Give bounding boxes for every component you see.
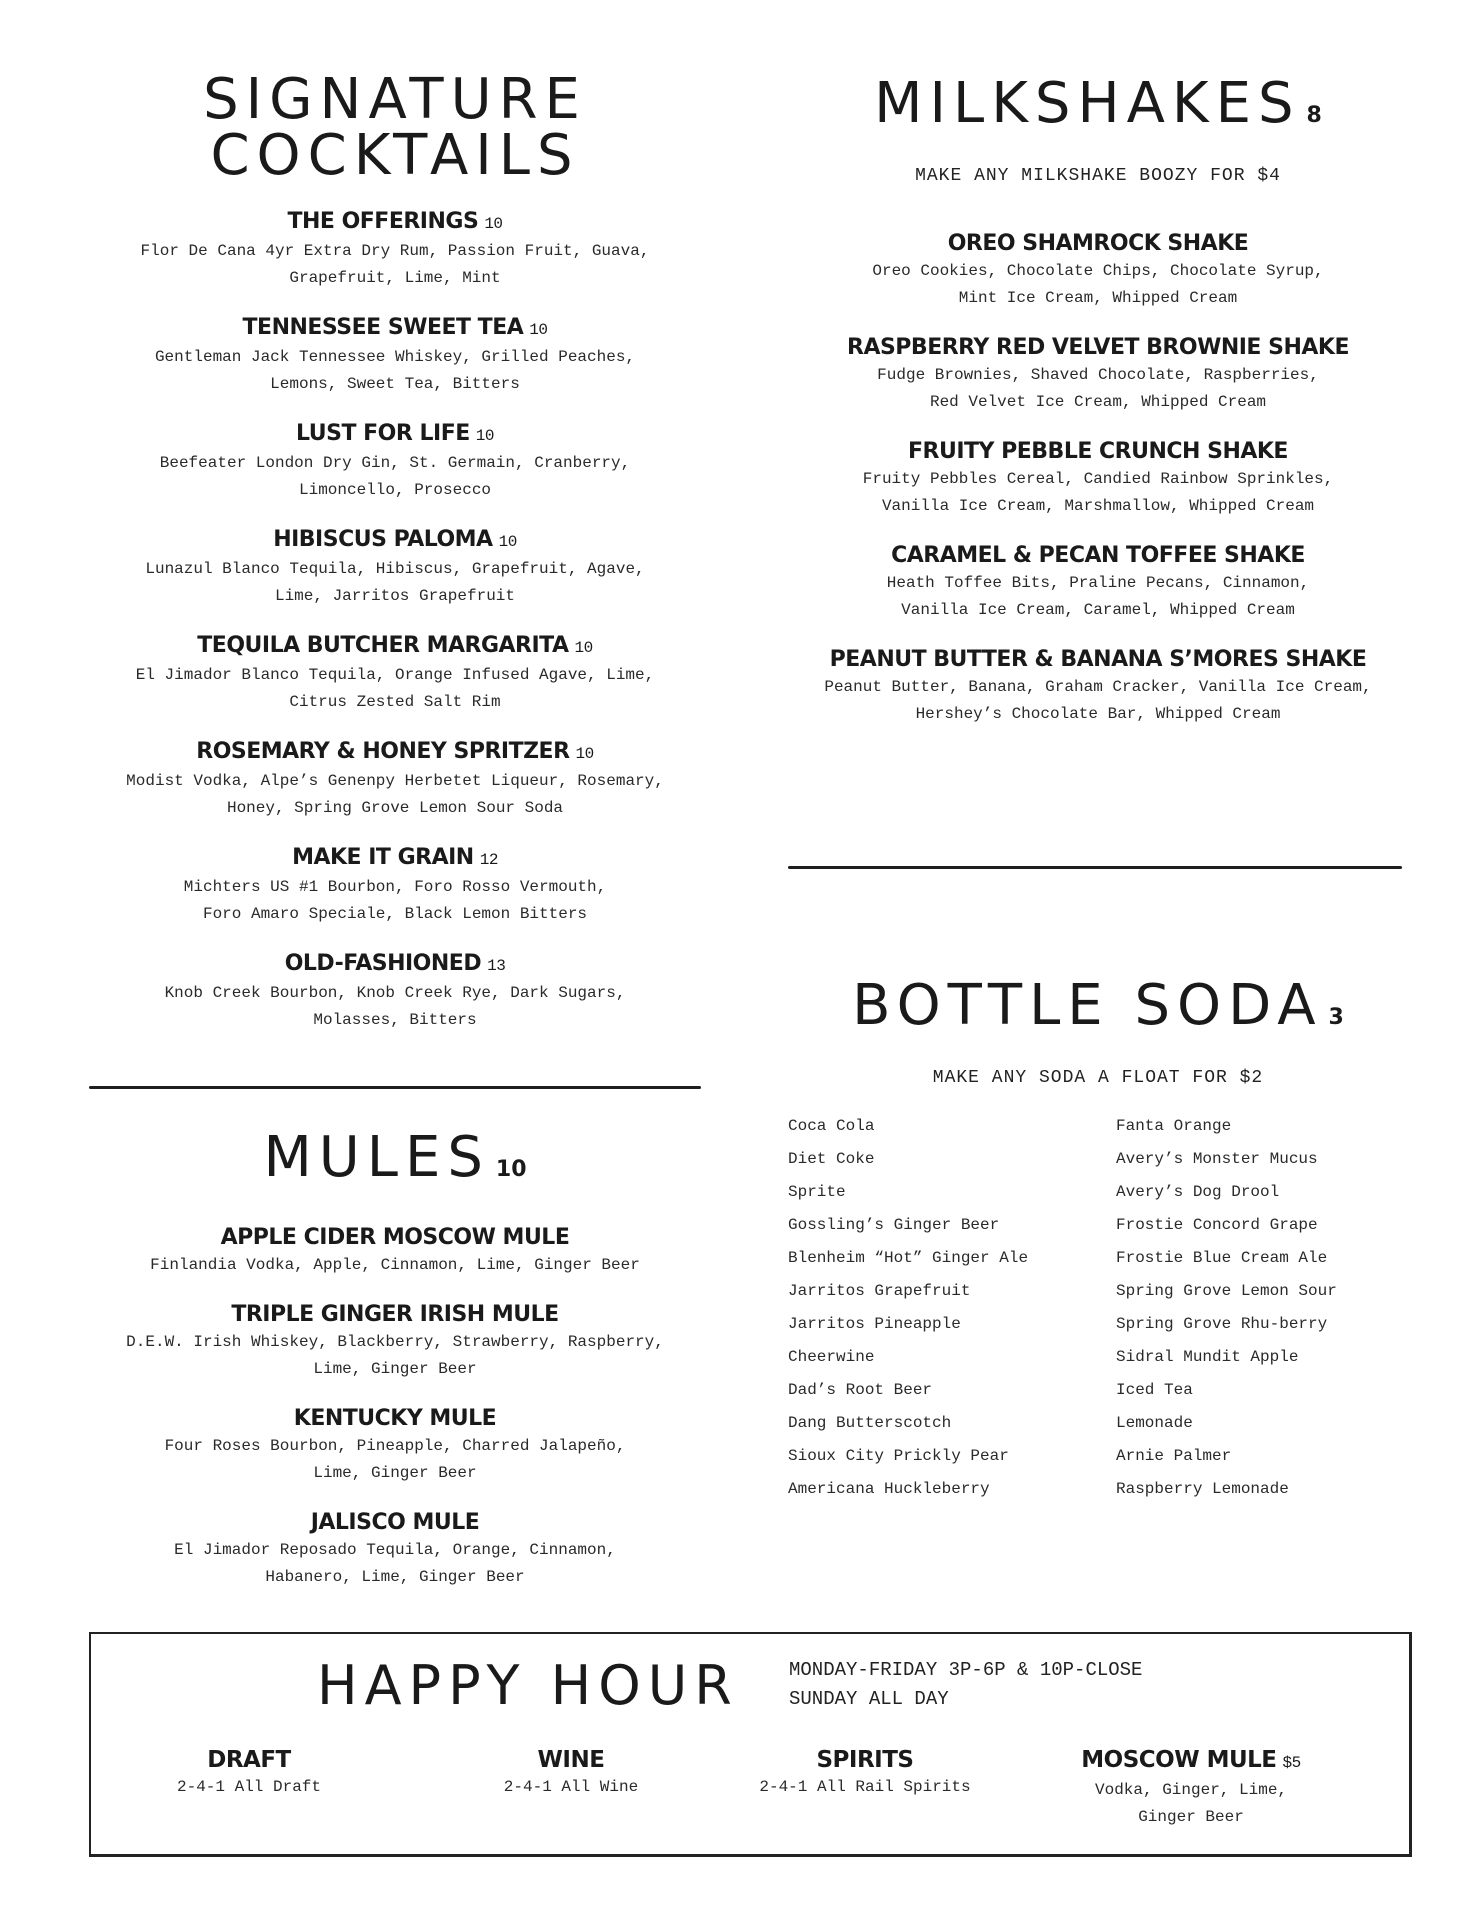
happy-hour-category-title: MOSCOW MULE <box>1081 1747 1277 1773</box>
menu-item <box>89 1224 701 1279</box>
soda-item: Cheerwine <box>788 1348 875 1366</box>
menu-item-title: MAKE IT GRAIN <box>292 845 474 870</box>
menu-item-title: LUST FOR LIFE <box>296 421 470 446</box>
happy-hour-category-name <box>715 1746 1015 1774</box>
mules-price: 10 <box>495 1157 527 1182</box>
soda-item: Spring Grove Rhu-berry <box>1116 1315 1328 1333</box>
soda-item: Dad’s Root Beer <box>788 1381 933 1399</box>
soda-item: Blenheim “Hot” Ginger Ale <box>788 1249 1029 1267</box>
happy-hour-hours <box>789 1656 1142 1714</box>
menu-item-price: 10 <box>475 427 494 445</box>
happy-hour-category-name <box>139 1746 359 1774</box>
mule-list <box>89 1224 701 1591</box>
happy-hour-category <box>139 1746 359 1801</box>
menu-item-title: THE OFFERINGS <box>287 209 479 234</box>
happy-hour-category-title: DRAFT <box>207 1747 291 1773</box>
menu-item-price: 10 <box>498 533 517 551</box>
menu-item-title: OLD-FASHIONED <box>284 951 482 976</box>
menu-item-name <box>89 314 701 344</box>
milkshakes-note: MAKE ANY MILKSHAKE BOOZY FOR $4 <box>915 166 1281 186</box>
menu-item-title: APPLE CIDER MOSCOW MULE <box>220 1225 570 1250</box>
happy-hour-category <box>441 1746 701 1801</box>
mules-section <box>89 1125 701 1613</box>
soda-item: Dang Butterscotch <box>788 1414 952 1432</box>
menu-item-name <box>89 1301 701 1329</box>
menu-item-description: Four Roses Bourbon, Pineapple, Charred Jalapeño, Lime, Ginger Beer <box>164 1437 626 1482</box>
menu-item <box>89 1509 701 1591</box>
menu-item-title: TEQUILA BUTCHER MARGARITA <box>197 633 569 658</box>
divider-cocktails-mules <box>89 1086 701 1089</box>
menu-item-description: Finlandia Vodka, Apple, Cinnamon, Lime, Ginger Beer <box>150 1256 640 1274</box>
soda-item: Fanta Orange <box>1116 1117 1232 1135</box>
happy-hour-category-price: $5 <box>1282 1754 1301 1772</box>
soda-title-text: BOTTLE SODA <box>852 973 1323 1038</box>
menu-item <box>89 950 701 1034</box>
menu-item-description: Michters US #1 Bourbon, Foro Rosso Vermouth, Foro Amaro Speciale, Black Lemon Bitters <box>183 878 607 923</box>
menu-item-description: Knob Creek Bourbon, Knob Creek Rye, Dark Sugars, Molasses, Bitters <box>164 984 626 1029</box>
menu-item-name <box>788 334 1408 362</box>
soda-item: Jarritos Pineapple <box>788 1315 961 1333</box>
soda-item: Raspberry Lemonade <box>1116 1480 1289 1498</box>
menu-item-description: Fudge Brownies, Shaved Chocolate, Raspberries, Red Velvet Ice Cream, Whipped Cream <box>877 366 1319 411</box>
soda-item: Spring Grove Lemon Sour <box>1116 1282 1337 1300</box>
soda-title <box>788 973 1408 1046</box>
divider-milkshakes-soda <box>788 866 1402 869</box>
menu-item <box>788 438 1408 520</box>
menu-item-name <box>788 542 1408 570</box>
menu-item-price: 10 <box>574 639 593 657</box>
happy-hour-box <box>89 1632 1412 1857</box>
menu-item-title: HIBISCUS PALOMA <box>273 527 493 552</box>
menu-item <box>89 420 701 504</box>
happy-hour-category-name <box>1031 1746 1351 1777</box>
soda-item: Jarritos Grapefruit <box>788 1282 971 1300</box>
menu-item <box>89 844 701 928</box>
menu-item <box>89 738 701 822</box>
menu-item-name <box>89 526 701 556</box>
menu-item <box>89 1405 701 1487</box>
shake-list <box>788 230 1408 728</box>
soda-item: Coca Cola <box>788 1117 875 1135</box>
menu-item-price: 10 <box>484 215 503 233</box>
happy-hour-category-name <box>441 1746 701 1774</box>
menu-item-title: PEANUT BUTTER & BANANA S’MORES SHAKE <box>829 647 1367 672</box>
cocktails-title-line1: SIGNATURE <box>203 67 587 132</box>
menu-item-title: KENTUCKY MULE <box>293 1406 497 1431</box>
menu-item-title: JALISCO MULE <box>310 1510 480 1535</box>
menu-item-title: FRUITY PEBBLE CRUNCH SHAKE <box>908 439 1288 464</box>
soda-list-right <box>1116 1110 1406 1506</box>
milkshakes-section <box>788 71 1408 750</box>
menu-item-name <box>89 420 701 450</box>
menu-item <box>89 526 701 610</box>
cocktail-list <box>89 208 701 1034</box>
milkshakes-title <box>788 71 1408 144</box>
menu-item-description: Fruity Pebbles Cereal, Candied Rainbow Sprinkles, Vanilla Ice Cream, Marshmallow, Whipped Cream <box>862 470 1334 515</box>
menu-item-description: D.E.W. Irish Whiskey, Blackberry, Strawberry, Raspberry, Lime, Ginger Beer <box>126 1333 664 1378</box>
menu-item-description: Modist Vodka, Alpe’s Genenpy Herbetet Liqueur, Rosemary, Honey, Spring Grove Lemon Sour Soda <box>126 772 664 817</box>
soda-item: Diet Coke <box>788 1150 875 1168</box>
cocktails-title-line2: COCKTAILS <box>210 123 580 188</box>
menu-item <box>89 1301 701 1383</box>
menu-item-name <box>89 208 701 238</box>
menu-item <box>788 334 1408 416</box>
cocktails-section <box>89 67 701 1056</box>
soda-item: Lemonade <box>1116 1414 1193 1432</box>
soda-item: Sidral Mundit Apple <box>1116 1348 1299 1366</box>
menu-item-title: CARAMEL & PECAN TOFFEE SHAKE <box>891 543 1305 568</box>
menu-item-price: 10 <box>575 745 594 763</box>
menu-item-description: Lunazul Blanco Tequila, Hibiscus, Grapefruit, Agave, Lime, Jarritos Grapefruit <box>145 560 645 605</box>
menu-item-title: TRIPLE GINGER IRISH MULE <box>231 1302 559 1327</box>
menu-item-name <box>89 632 701 662</box>
soda-item: Americana Huckleberry <box>788 1480 990 1498</box>
menu-item <box>89 208 701 292</box>
menu-item-name <box>89 738 701 768</box>
menu-item-description: El Jimador Blanco Tequila, Orange Infused Agave, Lime, Citrus Zested Salt Rim <box>135 666 655 711</box>
menu-item-price: 12 <box>479 851 498 869</box>
soda-item: Sprite <box>788 1183 846 1201</box>
happy-hour-category <box>715 1746 1015 1801</box>
happy-hour-title: HAPPY HOUR <box>317 1654 739 1717</box>
happy-hour-category-title: WINE <box>537 1747 605 1773</box>
menu-item-title: RASPBERRY RED VELVET BROWNIE SHAKE <box>847 335 1349 360</box>
menu-item-description: Oreo Cookies, Chocolate Chips, Chocolate Syrup, Mint Ice Cream, Whipped Cream <box>872 262 1324 307</box>
menu-item <box>788 646 1408 728</box>
menu-item <box>89 314 701 398</box>
soda-item: Frostie Concord Grape <box>1116 1216 1318 1234</box>
soda-item: Iced Tea <box>1116 1381 1193 1399</box>
happy-hour-category-title: SPIRITS <box>816 1747 914 1773</box>
soda-item: Avery’s Dog Drool <box>1116 1183 1280 1201</box>
menu-item-name <box>788 646 1408 674</box>
menu-item-name <box>89 1224 701 1252</box>
menu-item-description: Beefeater London Dry Gin, St. Germain, Cranberry, Limoncello, Prosecco <box>159 454 631 499</box>
menu-item-description: El Jimador Reposado Tequila, Orange, Cinnamon, Habanero, Lime, Ginger Beer <box>174 1541 616 1586</box>
soda-item: Avery’s Monster Mucus <box>1116 1150 1318 1168</box>
menu-item-name <box>89 1405 701 1433</box>
milkshakes-price: 8 <box>1306 103 1322 128</box>
menu-item-description: Flor De Cana 4yr Extra Dry Rum, Passion Fruit, Guava, Grapefruit, Lime, Mint <box>140 242 650 287</box>
soda-item: Arnie Palmer <box>1116 1447 1232 1465</box>
menu-item-description: Heath Toffee Bits, Praline Pecans, Cinnamon, Vanilla Ice Cream, Caramel, Whipped Cream <box>886 574 1310 619</box>
menu-item-title: OREO SHAMROCK SHAKE <box>947 231 1249 256</box>
menu-item-title: ROSEMARY & HONEY SPRITZER <box>196 739 570 764</box>
menu-item <box>788 230 1408 312</box>
soda-price: 3 <box>1328 1005 1344 1030</box>
mules-title <box>89 1125 701 1198</box>
cocktails-title <box>89 67 701 188</box>
menu-item-name <box>89 950 701 980</box>
happy-hour-category-description: 2-4-1 All Draft <box>176 1778 322 1796</box>
menu-item-price: 13 <box>487 957 506 975</box>
menu-item-description: Peanut Butter, Banana, Graham Cracker, Vanilla Ice Cream, Hershey’s Chocolate Bar, Whipped Cream <box>824 678 1372 723</box>
happy-hour-category-description: 2-4-1 All Rail Spirits <box>759 1778 971 1796</box>
menu-item-name <box>788 438 1408 466</box>
menu-item <box>788 542 1408 624</box>
menu-item-price: 10 <box>529 321 548 339</box>
menu-item-name <box>89 844 701 874</box>
menu-item-name <box>788 230 1408 258</box>
menu-item-name <box>89 1509 701 1537</box>
menu-item-title: TENNESSEE SWEET TEA <box>242 315 524 340</box>
happy-hour-hours-weekday: MONDAY-FRIDAY 3P-6P & 10P-CLOSE <box>789 1659 1143 1681</box>
milkshakes-title-text: MILKSHAKES <box>874 71 1301 136</box>
happy-hour-category <box>1031 1746 1351 1831</box>
soda-item: Frostie Blue Cream Ale <box>1116 1249 1328 1267</box>
happy-hour-category-description: Vodka, Ginger, Lime, Ginger Beer <box>1094 1781 1288 1826</box>
soda-section <box>788 973 1408 1088</box>
soda-item: Sioux City Prickly Pear <box>788 1447 1009 1465</box>
happy-hour-hours-sunday: SUNDAY ALL DAY <box>789 1688 949 1710</box>
happy-hour-category-description: 2-4-1 All Wine <box>503 1778 639 1796</box>
soda-note: MAKE ANY SODA A FLOAT FOR $2 <box>932 1068 1264 1088</box>
soda-list-left <box>788 1110 1108 1506</box>
menu-item-description: Gentleman Jack Tennessee Whiskey, Grilled Peaches, Lemons, Sweet Tea, Bitters <box>154 348 636 393</box>
mules-title-text: MULES <box>263 1125 490 1190</box>
menu-item <box>89 632 701 716</box>
soda-item: Gossling’s Ginger Beer <box>788 1216 1000 1234</box>
